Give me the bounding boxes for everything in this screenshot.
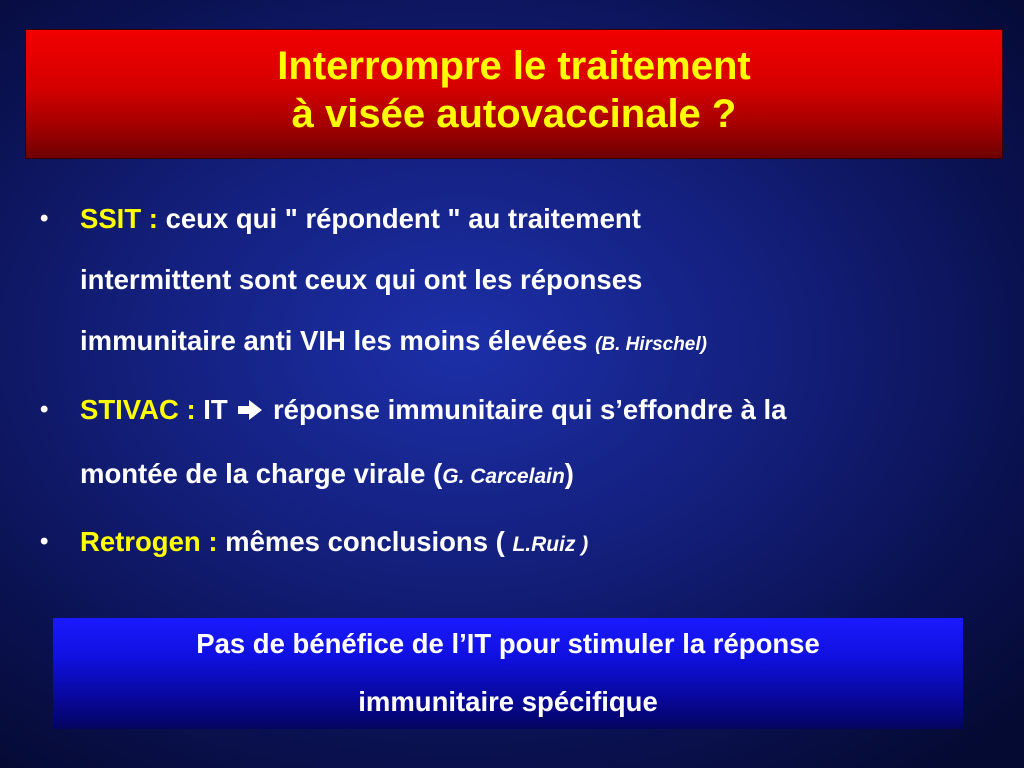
- bullet-citation: L.Ruiz ): [512, 533, 589, 556]
- bullet-text: réponse immunitaire qui s’effondre à la: [272, 394, 787, 425]
- bullet-dot-icon: •: [40, 396, 49, 423]
- bullet-text: IT: [203, 394, 228, 425]
- right-arrow-icon: [237, 382, 263, 443]
- bullet-dot-icon: •: [40, 205, 49, 232]
- bullet-retrogen: [38, 511, 988, 575]
- bullet-citation: (B. Hirschel): [595, 334, 707, 355]
- bullet-text: intermittent sont ceux qui ont les réponses: [80, 264, 643, 295]
- bullet-citation: G. Carcelain: [442, 465, 565, 488]
- bullet-text: immunitaire anti VIH les moins élevées: [80, 325, 588, 356]
- bullet-label: Retrogen :: [80, 526, 218, 557]
- bullet-stivac: [38, 379, 988, 507]
- bullet-label: STIVAC :: [80, 394, 196, 425]
- title-line-2: à visée autovaccinale ?: [291, 92, 737, 136]
- bullet-label: SSIT :: [80, 203, 158, 234]
- conclusion-box: [53, 618, 963, 729]
- bullet-text: ceux qui " répondent " au traitement: [165, 203, 641, 234]
- title-line-1: Interrompre le traitement: [277, 44, 751, 88]
- title-banner: [25, 29, 1003, 159]
- bullet-dot-icon: •: [40, 528, 49, 555]
- bullet-text: ): [564, 458, 574, 489]
- bullet-ssit: [38, 188, 988, 375]
- bullet-list: [38, 188, 988, 579]
- bullet-text: mêmes conclusions (: [225, 526, 505, 557]
- conclusion-line-1: Pas de bénéfice de l’IT pour stimuler la réponse: [196, 628, 820, 659]
- bullet-text: montée de la charge virale (: [80, 458, 443, 489]
- conclusion-line-2: immunitaire spécifique: [358, 686, 658, 717]
